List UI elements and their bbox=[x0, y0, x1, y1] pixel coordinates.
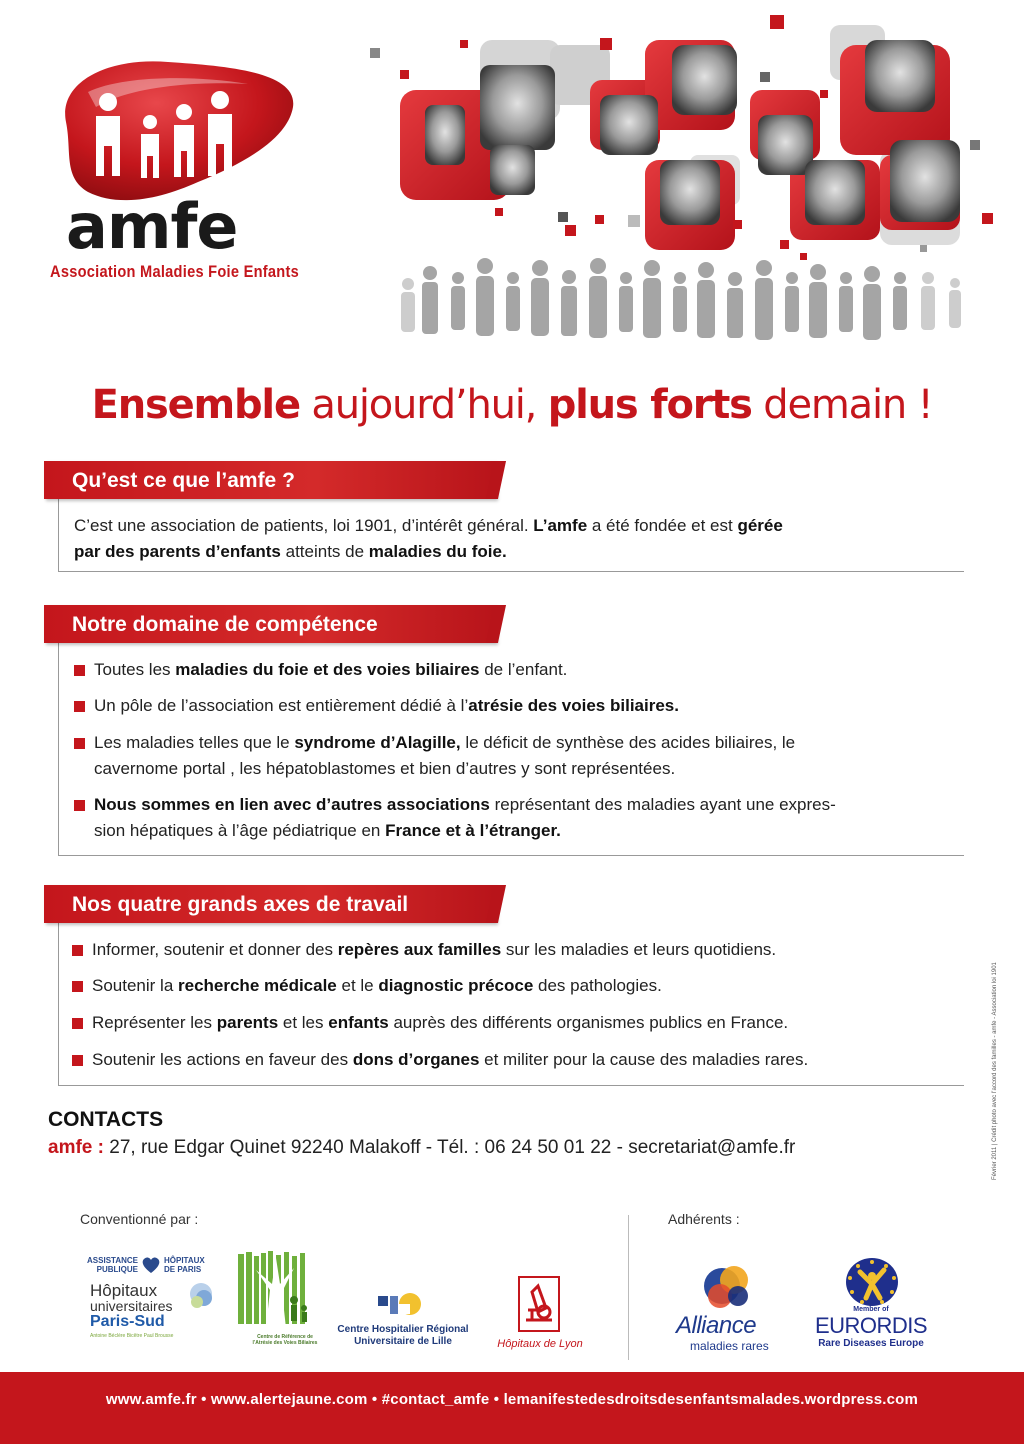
side-credit: Février 2011 | Crédit photo avec l’accord des familles - amfe - Association loi 1901 bbox=[992, 962, 998, 1180]
eurordis-line3: Rare Diseases Europe bbox=[818, 1338, 924, 1349]
eurordis-line1: Member of bbox=[853, 1306, 889, 1313]
aphp-line2: PUBLIQUE bbox=[96, 1265, 138, 1274]
eurordis-line2: EURORDIS bbox=[814, 1313, 928, 1338]
s3b3-d: enfants bbox=[328, 1013, 389, 1032]
s1-text-g: maladies du foie. bbox=[368, 542, 507, 561]
s3b3-c: et les bbox=[278, 1013, 329, 1032]
alliance-line1: Alliance bbox=[676, 1312, 757, 1339]
s3b2-c: et le bbox=[336, 976, 379, 995]
s1-text-c: a été fondée et est bbox=[587, 516, 738, 535]
s3b2-a: Soutenir la bbox=[92, 976, 178, 995]
s2b4-a: Nous sommes en lien avec d’autres associations bbox=[94, 795, 490, 814]
hcl-line1: Hôpitaux de Lyon bbox=[497, 1338, 583, 1350]
alliance-line2: maladies rares bbox=[690, 1339, 769, 1353]
partners-divider bbox=[628, 1215, 629, 1360]
s1-text-e: par des parents d’enfants bbox=[74, 542, 281, 561]
s3b4-a: Soutenir les actions en faveur des bbox=[92, 1050, 353, 1069]
s2b3-a: Les maladies telles que le bbox=[94, 733, 295, 752]
s2-bullet-4 bbox=[74, 792, 954, 844]
hups-line2: universitaires bbox=[90, 1298, 173, 1314]
slogan bbox=[0, 382, 1024, 428]
logo-tagline: Association Maladies Foie Enfants bbox=[50, 262, 299, 281]
s3-bullet-1 bbox=[72, 937, 952, 963]
hcl-icon bbox=[518, 1276, 560, 1332]
slogan-part3: plus forts bbox=[547, 382, 752, 428]
section2-title: Notre domaine de compétence bbox=[44, 605, 496, 643]
s2b3-b: syndrome d’Alagille, bbox=[294, 733, 461, 752]
crvb-line2: l’Atrésie des Voies Biliaires bbox=[252, 1340, 318, 1346]
s1-text-a: C’est une association de patients, loi 1901, d’intérêt général. bbox=[74, 516, 534, 535]
aphp-line4: DE PARIS bbox=[164, 1265, 202, 1274]
s3b3-e: auprès des différents organismes publics en France. bbox=[388, 1013, 789, 1032]
s3-bullet-4 bbox=[72, 1047, 952, 1073]
s1-text-f: atteints de bbox=[280, 542, 369, 561]
hups-line1: Hôpitaux bbox=[90, 1281, 158, 1300]
crvb-logo bbox=[236, 1250, 326, 1355]
s3b2-e: des pathologies. bbox=[533, 976, 662, 995]
s2b2-b: atrésie des voies biliaires. bbox=[468, 696, 679, 715]
section1-title: Qu’est ce que l’amfe ? bbox=[44, 461, 496, 499]
aphp-logo bbox=[86, 1256, 226, 1346]
hups-line4: Antoine Béclère Bicêtre Paul Brousse bbox=[90, 1333, 174, 1339]
chru-line1: Centre Hospitalier Régional bbox=[337, 1324, 469, 1335]
s1-text-b: L’amfe bbox=[533, 516, 588, 535]
s3b3-b: parents bbox=[216, 1013, 279, 1032]
s3b2-d: diagnostic précoce bbox=[378, 976, 534, 995]
logo-brand: amfe bbox=[66, 190, 238, 263]
slogan-part2: aujourd’hui, bbox=[299, 382, 548, 428]
s1-text-d: gérée bbox=[737, 516, 783, 535]
s2b1-c: de l’enfant. bbox=[479, 660, 568, 679]
footer-bar bbox=[0, 1372, 1024, 1444]
s2-bullet-3 bbox=[74, 730, 954, 782]
s2b1-a: Toutes les bbox=[94, 660, 176, 679]
slogan-part1: Ensemble bbox=[91, 382, 300, 428]
aphp-line3: HÔPITAUX bbox=[164, 1256, 205, 1265]
chru-lille-logo bbox=[328, 1290, 478, 1355]
s3b3-a: Représenter les bbox=[92, 1013, 217, 1032]
s2-bullet-2 bbox=[74, 693, 954, 719]
eurordis-icon bbox=[842, 1256, 902, 1308]
crvb-line1: Centre de Référence de bbox=[257, 1334, 313, 1340]
s2b2-a: Un pôle de l’association est entièrement dédié à l’ bbox=[94, 696, 469, 715]
hcl-logo bbox=[488, 1276, 592, 1356]
contacts-brand: amfe : bbox=[48, 1137, 104, 1158]
tree-family-icon bbox=[236, 1250, 318, 1328]
heart-icon bbox=[141, 1256, 161, 1274]
section3-title: Nos quatre grands axes de travail bbox=[44, 885, 496, 923]
s3b4-c: et militer pour la cause des maladies rares. bbox=[479, 1050, 809, 1069]
chru-icon bbox=[376, 1290, 426, 1320]
alliance-logo bbox=[668, 1262, 788, 1357]
s2b3-d: cavernome portal , les hépatoblastomes et bien d’autres y sont représentées. bbox=[94, 759, 676, 778]
s3b2-b: recherche médicale bbox=[178, 976, 337, 995]
conventionne-label: Conventionné par : bbox=[80, 1211, 199, 1227]
s2b4-c: sion hépatiques à l’âge pédiatrique en bbox=[94, 821, 386, 840]
adherents-label: Adhérents : bbox=[668, 1211, 740, 1227]
s2b4-b: représentant des maladies ayant une expres- bbox=[489, 795, 836, 814]
s3b1-c: sur les maladies et leurs quotidiens. bbox=[501, 940, 777, 959]
s2-bullet-1 bbox=[74, 657, 954, 683]
s2b3-c: le déficit de synthèse des acides biliaires, le bbox=[460, 733, 796, 752]
s3b1-a: Informer, soutenir et donner des bbox=[92, 940, 338, 959]
slogan-part4: demain ! bbox=[751, 382, 933, 428]
eurordis-logo bbox=[806, 1256, 936, 1356]
aphp-line1: ASSISTANCE bbox=[87, 1256, 138, 1265]
hups-line3: Paris-Sud bbox=[90, 1313, 165, 1330]
alliance-icon bbox=[698, 1262, 758, 1314]
footer-links[interactable]: www.amfe.fr • www.alertejaune.com • #contact_amfe • lemanifestedesdroitsdesenfantsmalades.wordpress.com bbox=[105, 1391, 919, 1408]
s2b4-d: France et à l’étranger. bbox=[385, 821, 561, 840]
contacts-line bbox=[48, 1137, 795, 1159]
s2b1-b: maladies du foie et des voies biliaires bbox=[175, 660, 480, 679]
hups-circles-icon bbox=[188, 1282, 214, 1312]
section1-text bbox=[74, 513, 954, 565]
s3b4-b: dons d’organes bbox=[352, 1050, 480, 1069]
contacts-title: CONTACTS bbox=[48, 1108, 164, 1131]
s3-bullet-3 bbox=[72, 1010, 952, 1036]
children-photo-collage bbox=[360, 10, 1000, 360]
s3-bullet-2 bbox=[72, 973, 952, 999]
contacts-address: 27, rue Edgar Quinet 92240 Malakoff - Tél. : 06 24 50 01 22 - secretariat@amfe.fr bbox=[103, 1137, 796, 1158]
chru-line2: Universitaire de Lille bbox=[354, 1336, 452, 1347]
s3b1-b: repères aux familles bbox=[337, 940, 502, 959]
